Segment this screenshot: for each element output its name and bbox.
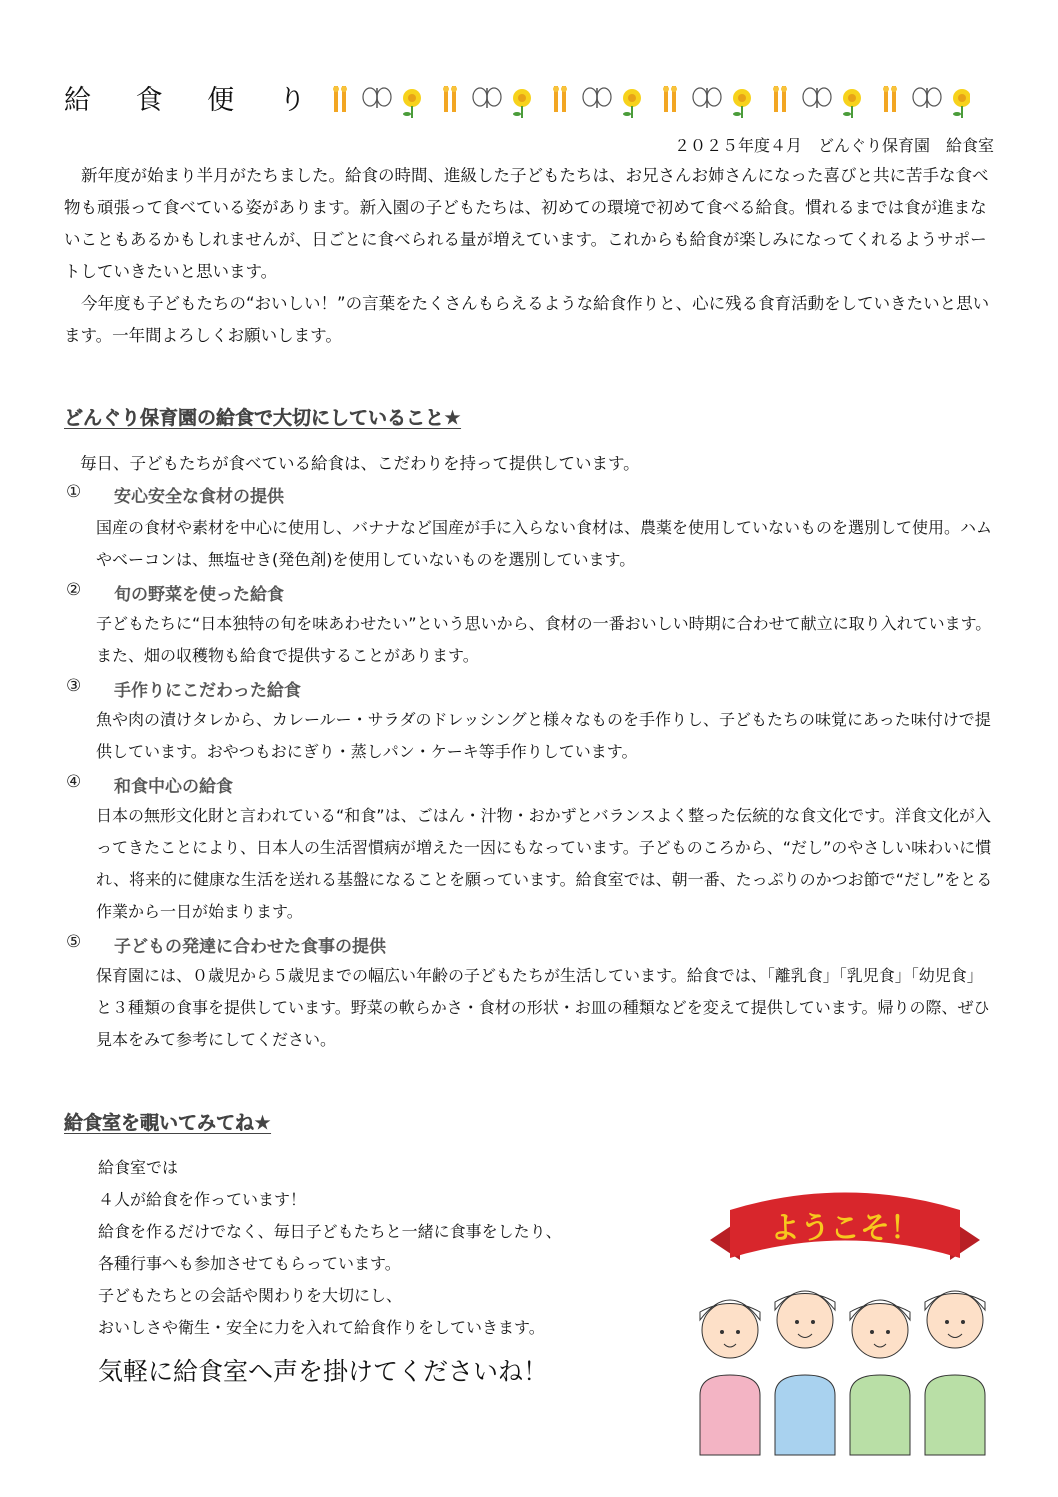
kitchen-line: 給食室では [98, 1158, 179, 1177]
welcome-banner-text: ようこそ！ [770, 1211, 920, 1246]
kitchen-line: 各種行事へも参加させてもらっています。 [98, 1254, 401, 1273]
item-title: 安心安全な食材の提供 [114, 487, 284, 507]
staff-2 [775, 1291, 835, 1455]
policy-item-2-heading [66, 580, 284, 605]
policy-item-3-body: 魚や肉の漬けタレから、カレールー・サラダのドレッシングと様々なものを手作りし、子どもたちの味覚にあった味付けで提供しています。おやつもおにぎり・蒸しパン・ケーキ等手作りしています。 [96, 710, 991, 761]
kitchen-line: 給食を作るだけでなく、毎日子どもたちと一緒に食事をしたり、 [98, 1222, 562, 1241]
kitchen-text [98, 1152, 678, 1344]
section-heading-kitchen: 給食室を覗いてみてね★ [64, 1112, 272, 1134]
item-title: 子どもの発達に合わせた食事の提供 [114, 937, 386, 957]
kitchen-line: 子どもたちとの会話や関わりを大切にし、 [98, 1286, 403, 1305]
item-number: ⑤ [66, 932, 82, 952]
staff-3 [850, 1300, 910, 1455]
kitchen-line: ４人が給食を作っています！ [98, 1190, 307, 1209]
item-number: ① [66, 482, 82, 502]
policy-item-1-body: 国産の食材や素材を中心に使用し、バナナなど国産が手に入らない食材は、農薬を使用していないものを選別して使用。ハムやベーコンは、無塩せき(発色剤)を使用していないものを選別しています。 [96, 518, 993, 569]
item-title: 和食中心の給食 [114, 777, 233, 797]
policy-item-4-body: 日本の無形文化財と言われている“和食”は、ごはん・汁物・おかずとバランスよく整った伝統的な食文化です。洋食文化が入ってきたことにより、日本人の生活習慣病が増えた一因にもなっています。子どものころから、“だし”のやさしい味わいに慣れ、将来的に健康な生活を送れる基盤になることを願っています。給食室では、朝一番、たっぷりのかつお節で“だし”をとる作業から一日が始まります。 [96, 806, 993, 921]
item-title: 旬の野菜を使った給食 [114, 585, 284, 605]
flower-butterfly-border-icon [330, 84, 970, 120]
policy-item-4-heading [66, 772, 233, 797]
policy-item-3-heading [66, 676, 301, 701]
policy-item-1-heading [66, 482, 284, 507]
page-title: 給 食 便 り [64, 85, 324, 116]
item-number: ③ [66, 676, 82, 696]
kitchen-line: おいしさや衛生・安全に力を入れて給食作りをしていきます。 [98, 1318, 545, 1337]
item-number: ② [66, 580, 82, 600]
section-lead: 毎日、子どもたちが食べている給食は、こだわりを持って提供しています。 [80, 454, 640, 473]
intro-paragraph-1: 新年度が始まり半月がたちました。給食の時間、進級した子どもたちは、お兄さんお姉さんになった喜びと共に苦手な食べ物も頑張って食べている姿があります。新入園の子どもたちは、初めての環境で初めて食べる給食。慣れるまでは食が進まないこともあるかもしれませんが、日ごとに食べられる量が増えています。これからも給食が楽しみになってくれるようサポートしていきたいと思います。 [64, 166, 989, 281]
policy-item-2-body: 子どもたちに“日本独特の旬を味あわせたい”という思いから、食材の一番おいしい時期に合わせて献立に取り入れています。また、畑の収穫物も給食で提供することがあります。 [96, 614, 992, 665]
item-title: 手作りにこだわった給食 [114, 681, 301, 701]
staff-1 [700, 1300, 760, 1455]
policy-item-5-body: 保育園には、０歳児から５歳児までの幅広い年齢の子どもたちが生活しています。給食では、「離乳食」「乳児食」「幼児食」と３種類の食事を提供しています。野菜の軟らかさ・食材の形状・お皿の種類などを変えて提供しています。帰りの際、ぜひ見本をみて参考にしてください。 [96, 966, 990, 1049]
intro-paragraph-2: 今年度も子どもたちの“おいしい！”の言葉をたくさんもらえるような給食作りと、心に残る食育活動をしていきたいと思います。一年間よろしくお願いします。 [64, 294, 990, 345]
kitchen-staff-welcome-illustration [690, 1180, 1000, 1460]
closing-message: 気軽に給食室へ声を掛けてくださいね！ [98, 1357, 549, 1386]
item-number: ④ [66, 772, 82, 792]
staff-4 [925, 1291, 985, 1455]
policy-item-5-heading [66, 932, 386, 957]
section-heading-policies: どんぐり保育園の給食で大切にしていること★ [64, 407, 462, 429]
date-line: ２０２５年度４月 どんぐり保育園 給食室 [673, 136, 994, 155]
